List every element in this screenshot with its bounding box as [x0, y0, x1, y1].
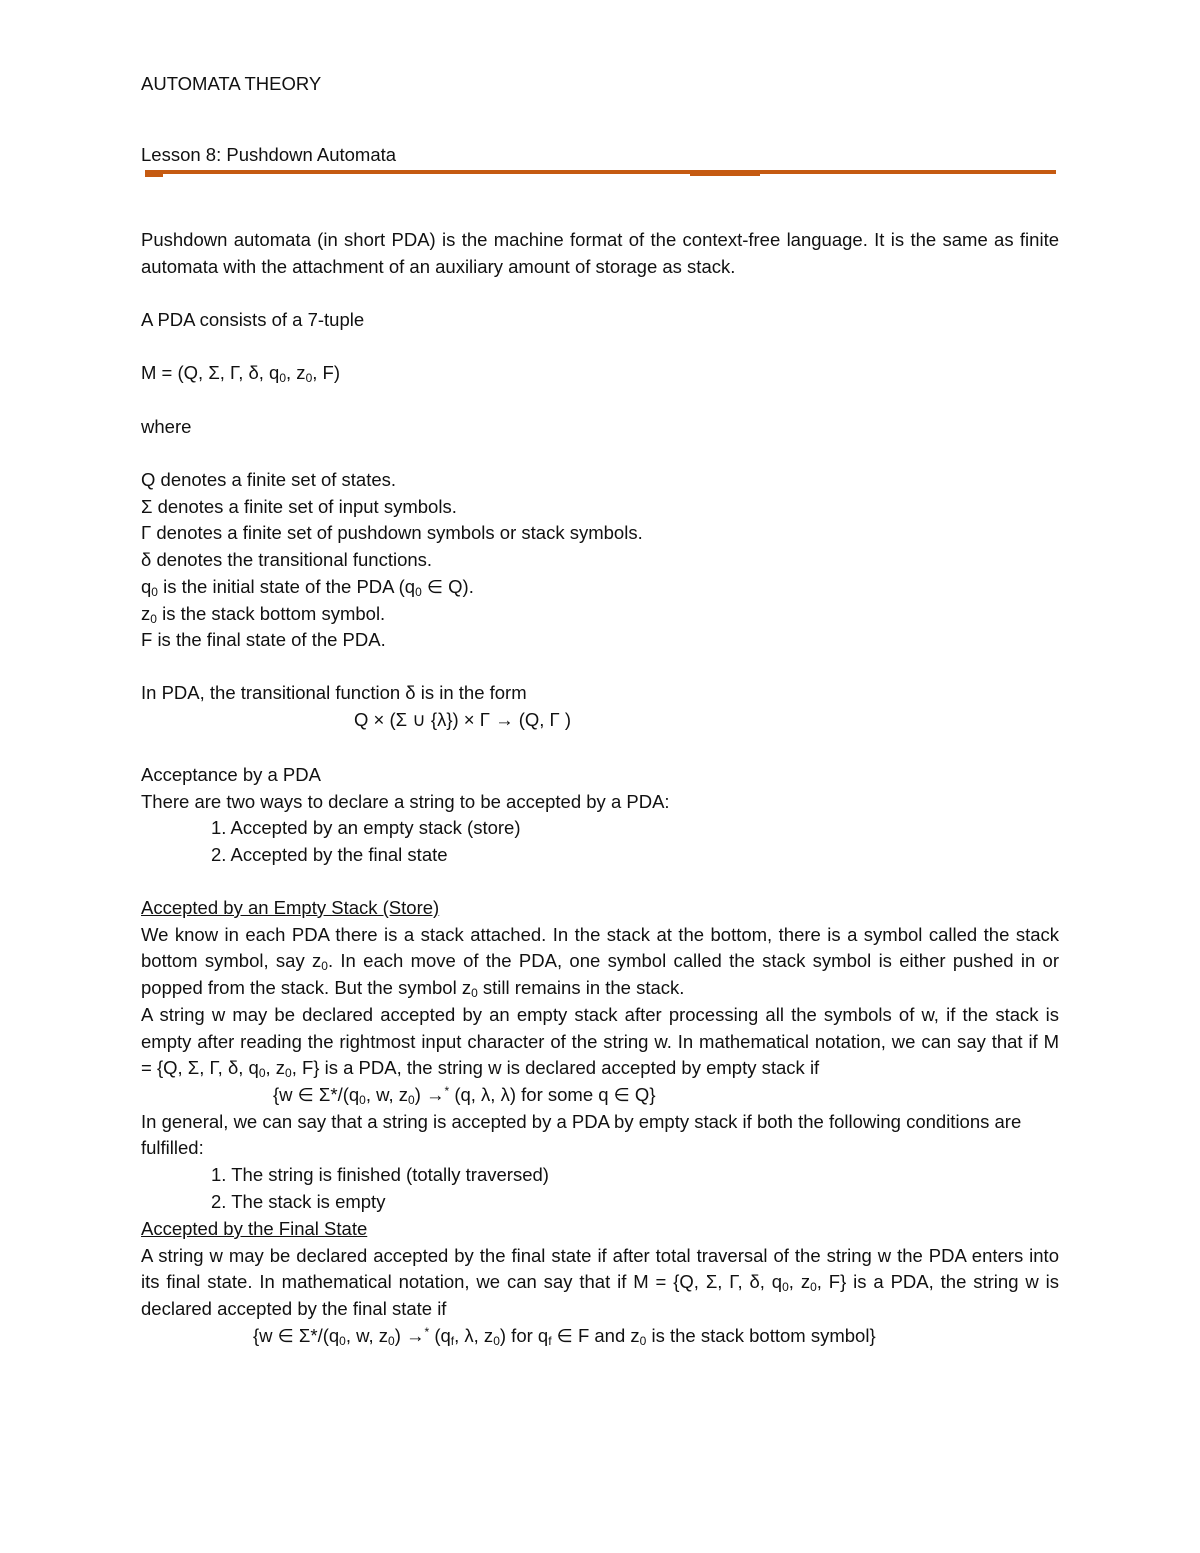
- def-states: Q denotes a finite set of states.: [141, 469, 397, 490]
- transition-intro: In PDA, the transitional function δ is in the form: [141, 682, 527, 703]
- def-stack-bottom: $z_0$ is the stack bottom symbol.: [141, 602, 386, 626]
- empty-stack-cond-2: 2. The stack is empty: [211, 1190, 386, 1212]
- def-final-state: F is the final state of the PDA.: [141, 629, 386, 651]
- lesson-title: Lesson 8: Pushdown Automata: [141, 144, 397, 165]
- empty-stack-formula: {w ∈ $\Sigma*/(q_0$, w, $z_0) \to^*$ (q, λ, λ) for some q ∈ Q}: [273, 1083, 656, 1107]
- def-transition: δ denotes the transitional functions.: [141, 549, 433, 571]
- def-input-symbols: Σ denotes a finite set of input symbols.: [141, 495, 457, 517]
- def-stack-symbols: Γ denotes a finite set of pushdown symbols or stack symbols.: [141, 522, 643, 544]
- acceptance-intro: There are two ways to declare a string to be accepted by a PDA:: [141, 790, 670, 812]
- intro-paragraph: Pushdown automata (in short PDA) is the machine format of the context-free language. It is the same as finite automata with the attachment of an auxiliary amount of storage as stack.: [141, 229, 1059, 277]
- empty-stack-para-2: A string w may be declared accepted by an empty stack after processing all the symbols of w, if the stack is empty after reading the rightmost input character of the string w. In mathematical notation, we can say that if M = {Q, Σ, Γ, δ, $q_0$, $z_0$, F} is a PDA, the string w is declared accepted by empty stack if: [141, 1003, 1059, 1081]
- definitions-list: [141, 467, 1059, 654]
- empty-stack-heading: Accepted by an Empty Stack (Store): [141, 897, 440, 918]
- final-state-para: A string w may be declared accepted by the final state if after total traversal of the string w the PDA enters into its final state. In mathematical notation, we can say that if M = {Q, Σ, Γ, δ, $q_0$, $z_0$, F} is a PDA, the string w is declared accepted by the final state if: [141, 1244, 1059, 1320]
- title-underline-tick-mid: [690, 174, 760, 176]
- empty-stack-para-1: We know in each PDA there is a stack attached. In the stack at the bottom, there is a symbol called the stack bottom symbol, say $z_0$. In each move of the PDA, one symbol called the stack symbol is either pushed in or popped from the stack. But the symbol $z_0$ still remains in the stack.: [141, 923, 1059, 1001]
- empty-stack-para-3: In general, we can say that a string is accepted by a PDA by empty stack if both the following conditions are fulfilled:: [141, 1110, 1022, 1159]
- empty-stack-cond-1: 1. The string is finished (totally traversed): [211, 1164, 549, 1186]
- final-state-formula: {w ∈ $\Sigma*/(q_0$, w, $z_0) \to^*$ ($q_f$, λ, $z_0$) for $q_f$ ∈ F and $z_0$ is the stack bottom symbol}: [253, 1324, 876, 1348]
- empty-stack-section: [141, 895, 1059, 1215]
- tuple-intro: A PDA consists of a 7-tuple: [141, 309, 365, 330]
- final-state-section: [141, 1216, 1059, 1350]
- def-initial-state: $q_0$ is the initial state of the PDA ($q_0$ ∈ Q).: [141, 575, 474, 599]
- derives-arrow: →*: [426, 1083, 450, 1105]
- where-label: where: [141, 416, 192, 437]
- tuple-definition: M = (Q, Σ, Γ, δ, $q_0$, $z_0$, F): [141, 362, 340, 385]
- course-title: AUTOMATA THEORY: [141, 73, 322, 94]
- acceptance-item-2: 2. Accepted by the final state: [211, 844, 448, 866]
- acceptance-item-1: 1. Accepted by an empty stack (store): [211, 817, 521, 839]
- title-underline-bar: [145, 170, 1056, 174]
- acceptance-heading: Acceptance by a PDA: [141, 764, 321, 785]
- final-state-heading: Accepted by the Final State: [141, 1218, 368, 1239]
- transition-formula: Q × (Σ ∪ {λ}) × Γ → (Q, Γ ): [354, 709, 572, 730]
- acceptance-section: [141, 762, 1059, 869]
- derives-arrow: →*: [406, 1324, 430, 1346]
- title-underline-tick-left: [145, 174, 163, 177]
